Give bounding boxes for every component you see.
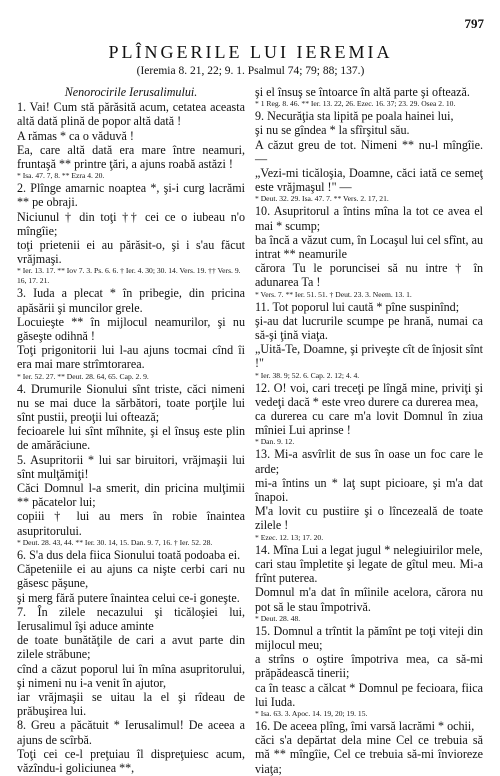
verse-line: 5. Asupritorii * lui sar biruitori, vrăjmaşii lui sînt mulţămiţi! (17, 452, 245, 481)
verse-line: cînd a căzut poporul lui în mîna asupritorului, şi nimeni nu i-a venit în ajutor, (17, 661, 245, 690)
verse-line: Locuieşte ** în mijlocul neamurilor, şi nu găseşte odihnă ! (17, 314, 245, 344)
verse-line: Căci Domnul l-a smerit, din pricina mulţimii ** păcatelor lui; (17, 481, 245, 510)
verse-line: mi-a întins un * laţ supt picioare, şi m'a dat înapoi. (255, 475, 483, 505)
verse-line: şi-au dat lucrurile scumpe pe hrană, numai ca să-şi ţină viaţa. (255, 313, 483, 343)
verse-line: cărora Tu le poruncisei să nu intre † în adunarea Ta ! (255, 261, 483, 290)
page-number: 797 (464, 16, 484, 31)
cross-reference: * Ier. 13. 17. ** Iov 7. 3. Ps. 6. 6. † Ier. 4. 30; 30. 14. Vers. 19. †† Vers. 9. 16, 17. 21. (17, 266, 241, 286)
verse-line: 1. Vai! Cum stă părăsită acum, cetatea aceasta altă dată plină de popor altă dată ! (17, 100, 245, 129)
cross-reference: * Ezec. 12. 13; 17. 20. (255, 532, 324, 542)
cross-reference: * Ier. 52. 27. ** Deut. 28. 64, 65. Cap. 2. 9. (17, 371, 149, 381)
verse-line: „Uită-Te, Doamne, şi priveşte cît de înjosit sînt !" (255, 342, 483, 371)
verse-line: Toţi prigonitorii lui l-au ajuns tocmai cînd îi era mai mare strîmtorarea. (17, 343, 245, 372)
verse-line: „Vezi-mi ticăloşia, Doamne, căci iată ce semeţ este vrăjmaşul !" — (255, 166, 483, 195)
cross-reference: * Deut. 28. 48. (255, 613, 301, 623)
cross-reference: * Isa. 47. 7, 8. ** Ezra 4. 20. (17, 171, 105, 181)
verse-line: Toţi cei ce-l preţuiau îl dispreţuiesc acum, văzîndu-i goliciunea **, (17, 746, 245, 775)
cross-reference: * Deut. 32. 29. Isa. 47. 7. ** Vers. 2. 17, 21. (255, 194, 389, 204)
cross-reference: * Isa. 63. 3. Apoc. 14. 19, 20; 19. 15. (255, 708, 368, 718)
verse-line: iar vrăjmaşii se uitau la el şi rîdeau de prăbuşirea lui. (17, 689, 245, 719)
verse-line: 9. Necurăţia sta lipită pe poala hainei lui, (255, 109, 454, 124)
cross-reference: * Deut. 28. 43, 44. ** Ier. 30. 14, 15. Dan. 9. 7, 16. † Ier. 52. 28. (17, 537, 213, 547)
verse-line: 10. Asupritorul a întins mîna la tot ce avea el mai * scump; (255, 204, 483, 233)
cross-reference: * Ier. 38. 9; 52. 6. Cap. 2. 12; 4. 4. (255, 370, 360, 380)
verse-line: 14. Mîna Lui a legat jugul * nelegiuirilor mele, (255, 542, 483, 557)
verse-line: M'a lovit cu pustiire şi o lîncezeală de toate zilele ! (255, 504, 483, 533)
right-column (255, 85, 483, 776)
section-heading: Nenorocirile Ierusalimului. (64, 85, 198, 99)
book-subtitle: (Ieremia 8. 21, 22; 9. 1. Psalmul 74; 79; 88; 137.) (136, 65, 365, 77)
verse-line: 16. De aceea plîng, îmi varsă lacrămi * ochii, (255, 718, 475, 733)
verse-line: ca durerea cu care m'a lovit Domnul în ziua mîniei Lui aprinse ! (255, 409, 483, 438)
verse-line: ba încă a văzut cum, în Locaşul lui cel sfînt, au intrat ** neamurile (255, 232, 483, 262)
verse-line: de toate bunătăţile de cari a avut parte din zilele străbune; (17, 633, 245, 662)
verse-line: A rămas * ca o văduvă ! (17, 128, 134, 143)
verse-line: 3. Iuda a plecat * în pribegie, din pricina apăsării şi muncilor grele. (17, 286, 245, 315)
verse-line: copiii † lui au mers în robie înaintea asupritorului. (17, 509, 245, 538)
verse-line: căci s'a depărtat dela mine Cel ce trebuia să mă ** mîngîie, Cel ce trebuia să-mi învioreze viaţa; (255, 733, 483, 776)
verse-line: 2. Plînge amarnic noaptea *, şi-i curg lacrămi ** pe obraji. (17, 181, 245, 210)
verse-line: a strîns o oştire împotriva mea, ca să-mi prăpădească tinerii; (255, 652, 483, 681)
verse-line: 12. O! voi, cari treceţi pe lîngă mine, priviţi şi vedeţi dacă * este vreo durere ca durerea mea, (255, 380, 483, 409)
verse-line: 13. Mi-a asvîrlit de sus în oase un foc care le arde; (255, 447, 483, 476)
book-title: PLÎNGERILE LUI IEREMIA (108, 42, 393, 62)
verse-line: şi merg fără putere înaintea celui ce-i goneşte. (17, 590, 240, 605)
verse-line: A căzut greu de tot. Nimeni ** nu-l mîngîie. — (255, 137, 483, 166)
verse-line: 11. Tot poporul lui caută * pîne suspinînd; (255, 299, 460, 314)
verse-line: Căpeteniile ei au ajuns ca nişte cerbi cari nu găsesc păşune, (17, 562, 245, 591)
cross-reference: * Dan. 9. 12. (255, 437, 295, 447)
verse-line: cari stau împletite şi legate de gîtul meu. Mi-a frînt puterea. (255, 556, 483, 586)
verse-line: ca în teasc a călcat * Domnul pe fecioara, fiica lui Iuda. (255, 680, 483, 709)
verse-line: Niciunul † din toţi †† cei ce o iubeau n'o mîngîie; (17, 209, 245, 238)
verse-line: Ea, care altă dată era mare între neamuri, fruntaşă ** printre ţări, a ajuns roabă astăzi ! (17, 142, 245, 172)
verse-line: 15. Domnul a trîntit la pămînt pe toţi viteji din mijlocul meu; (255, 623, 483, 652)
verse-line: toţi prietenii ei au părăsit-o, şi i s'au făcut vrăjmaşi. (17, 238, 245, 267)
verse-line: fecioarele lui sînt mîhnite, şi el însuş este plin de amărăciune. (17, 424, 245, 453)
verse-line: 8. Greu a păcătuit * Ierusalimul! De aceea a ajuns de scîrbă. (17, 718, 245, 747)
verse-line: 4. Drumurile Sionului sînt triste, căci nimeni nu se mai duce la sărbători, toate porţile lui sînt pustii, preoţii lui oftează; (17, 381, 245, 425)
verse-line: 6. S'a dus dela fiica Sionului toată podoaba ei. (17, 547, 241, 562)
left-column (17, 85, 245, 776)
cross-reference: * Vers. 7. ** Ier. 51. 51. † Deut. 23. 3. Neem. 13. 1. (255, 289, 412, 299)
verse-line: şi nu se gîndea * la sfîrşitul său. (255, 123, 410, 138)
text-columns (17, 85, 484, 776)
verse-line: Domnul m'a dat în mîinile acelora, cărora nu pot să le stau împotrivă. (255, 585, 483, 614)
cross-reference: * 1 Reg. 8. 46. ** Ier. 13. 22, 26. Ezec. 16. 37; 23. 29. Osea 2. 10. (255, 99, 456, 109)
verse-line: 7. În zilele necazului şi ticăloşiei lui, Ierusalimul îşi aduce aminte (17, 604, 245, 633)
verse-line: şi el însuş se întoarce în altă parte şi oftează. (255, 85, 470, 99)
